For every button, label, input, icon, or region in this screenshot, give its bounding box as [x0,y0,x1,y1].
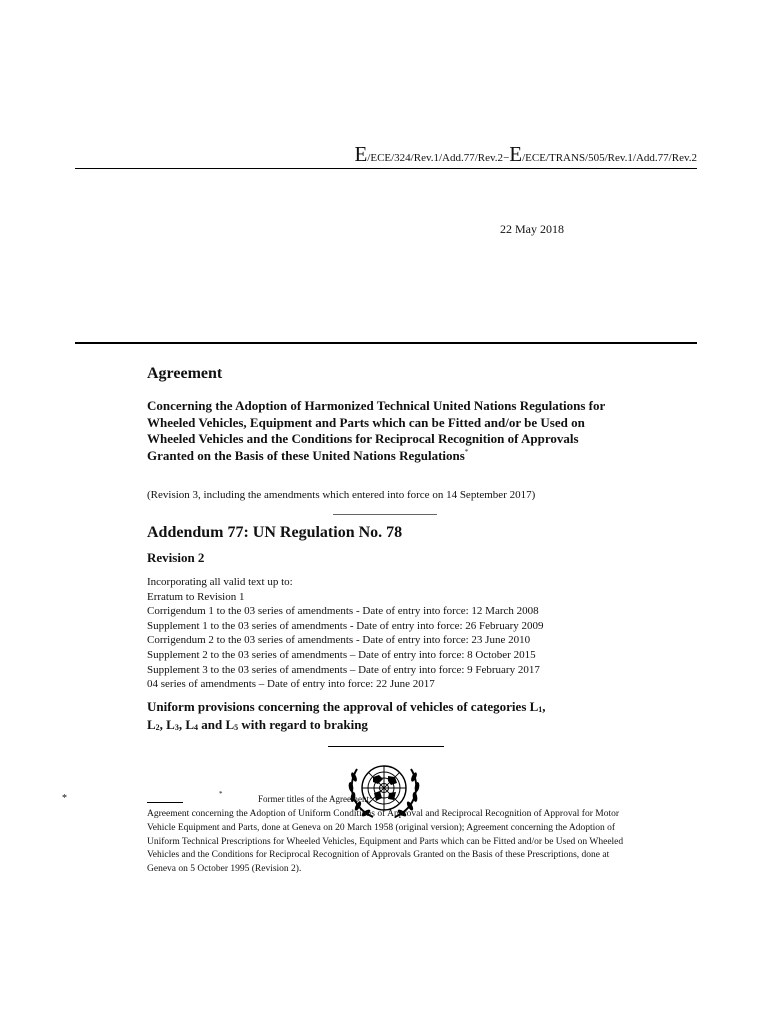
symbol-rest-1: /ECE/324/Rev.1/Add.77/Rev.2 [367,152,504,164]
subscript: 2 [155,723,160,732]
footnote-marker: * [62,793,67,804]
subscript: 5 [234,723,239,732]
list-item: 04 series of amendments – Date of entry into force: 22 June 2017 [147,678,435,691]
symbol-prefix-1: E [354,142,368,166]
title-rule [75,342,697,344]
subscript: 4 [194,723,199,732]
footnote-rule [147,802,183,803]
regulation-title-text: , L [178,717,195,732]
regulation-title-text: , L [159,717,175,732]
agreement-heading: Agreement [147,365,223,382]
regulation-title [147,698,647,734]
regulation-title-text: , [542,699,546,714]
regulation-title-text: Uniform provisions concerning the approval of vehicles of categories L [147,699,539,714]
footnote-former-titles: Former titles of the Agreement: [258,794,372,804]
regulation-rule [328,746,444,747]
agreement-subtitle [147,398,627,464]
list-item: Supplement 3 to the 03 series of amendments – Date of entry into force: 9 February 2017 [147,663,540,676]
regulation-title-text: L [147,717,156,732]
list-item: Erratum to Revision 1 [147,590,245,603]
list-item: Incorporating all valid text up to: [147,576,293,588]
list-item: Supplement 1 to the 03 series of amendments - Date of entry into force: 26 February 2009 [147,619,544,632]
symbol-separator: − [503,152,510,164]
addendum-title: Addendum 77: UN Regulation No. 78 [147,524,403,541]
symbol-prefix-2: E [509,142,523,166]
footnote-marker: * [464,447,469,456]
regulation-title-text: with regard to braking [238,717,368,732]
subscript: 1 [538,705,543,714]
regulation-title-text: and L [198,717,235,732]
document-symbol [75,142,697,170]
list-item: Corrigendum 2 to the 03 series of amendments - Date of entry into force: 23 June 2010 [147,634,531,647]
agreement-subtitle-text: Concerning the Adoption of Harmonized Technical United Nations Regulations for Wheeled Vehicles, Equipment and Parts which can be Fitted and/or be Used on Wheeled Vehicles and the Conditions for Reciprocal Recognition of Approvals Granted on the Basis of these United Nations Regulations [147,398,606,463]
revision-label: Revision 2 [147,550,205,565]
symbol-rest-2: /ECE/TRANS/505/Rev.1/Add.77/Rev.2 [522,152,697,164]
footnote-ref-marker: * [219,790,223,798]
footnote-text: Agreement concerning the Adoption of Uniform Conditions of Approval and Reciprocal Recognition of Approval for Motor Vehicle Equipment and Parts, done at Geneva on 20 March 1958 (original version); Agreement concerning the Adoption of Uniform Technical Prescriptions for Wheeled Vehicles, Equipment and Parts which can be Fitted and/or be Used on Wheeled Vehicles and the Conditions for Reciprocal Recognition of Approvals Granted on the Basis of these Prescriptions, done at Geneva on 5 October 1995 (Revision 2). [147,809,624,875]
subscript: 3 [174,723,179,732]
revision-note: (Revision 3, including the amendments which entered into force on 14 September 2017) [147,489,536,501]
list-item: Supplement 2 to the 03 series of amendments – Date of entry into force: 8 October 2015 [147,648,536,661]
separator-rule [333,514,437,515]
incorporating-list [147,575,544,692]
document-date: 22 May 2018 [500,222,564,236]
list-item: Corrigendum 1 to the 03 series of amendments - Date of entry into force: 12 March 2008 [147,605,539,618]
header-rule [75,168,697,169]
